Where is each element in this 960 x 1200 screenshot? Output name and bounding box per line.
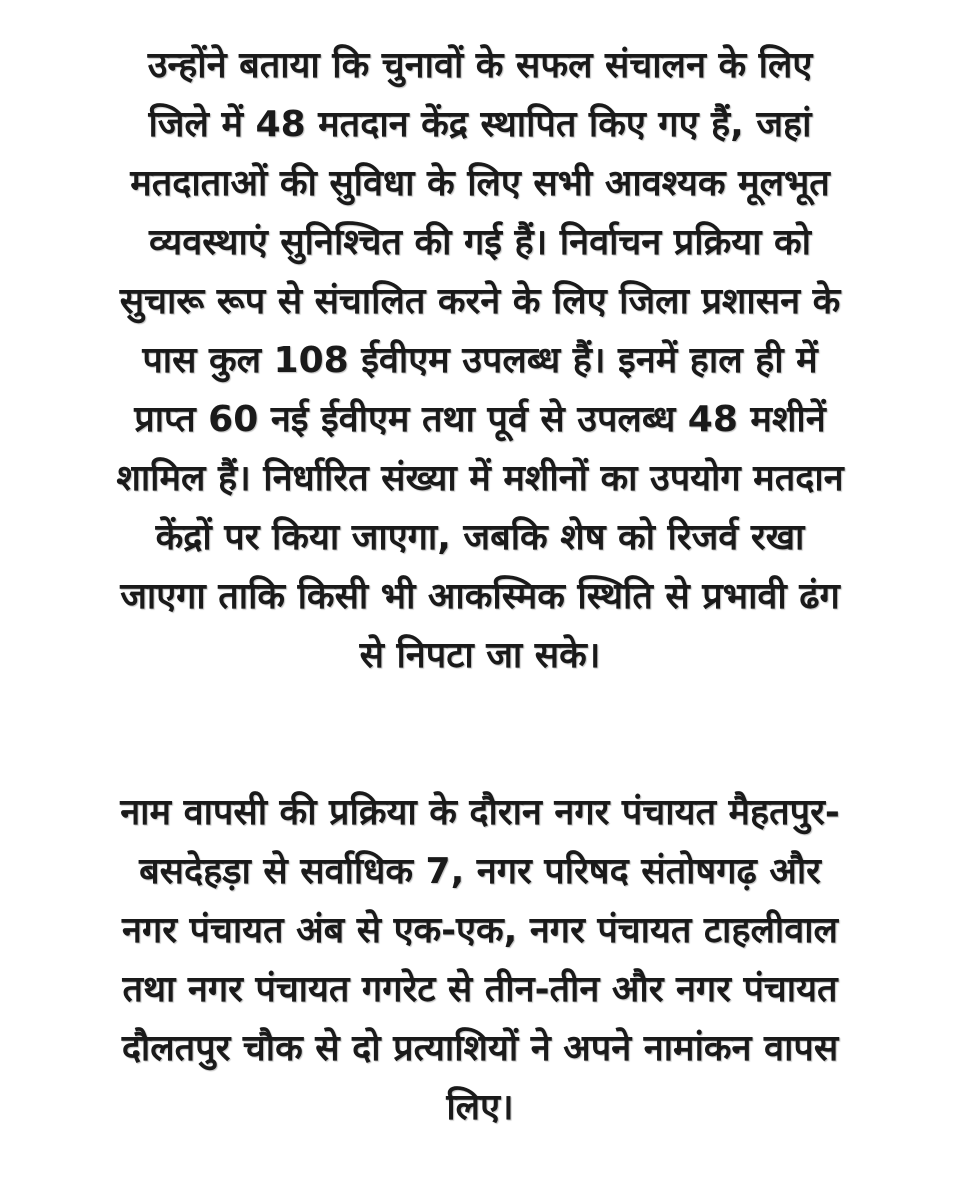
text-line: केंद्रों पर किया जाएगा, जबकि शेष को रिजर्व रखा bbox=[155, 517, 805, 558]
text-line: लिए। bbox=[446, 1087, 514, 1128]
text-line: शामिल हैं। निर्धारित संख्या में मशीनों का उपयोग मतदान bbox=[116, 458, 844, 499]
text-line: नाम वापसी की प्रक्रिया के दौरान नगर पंचायत मैहतपुर- bbox=[120, 792, 840, 833]
paragraph-nomination-withdrawals bbox=[30, 783, 930, 1137]
text-line: नगर पंचायत अंब से एक-एक, नगर पंचायत टाहलीवाल bbox=[122, 910, 838, 951]
text-line: जिले में 48 मतदान केंद्र स्थापित किए गए हैं, जहां bbox=[148, 104, 812, 145]
text-line: उन्होंने बताया कि चुनावों के सफल संचालन के लिए bbox=[147, 45, 813, 86]
text-line: प्राप्त 60 नई ईवीएम तथा पूर्व से उपलब्ध 48 मशीनें bbox=[134, 399, 826, 440]
text-line: मतदाताओं की सुविधा के लिए सभी आवश्यक मूलभूत bbox=[130, 163, 830, 204]
text-line: जाएगा ताकि किसी भी आकस्मिक स्थिति से प्रभावी ढंग bbox=[120, 576, 840, 617]
paragraph-evm-arrangements bbox=[30, 36, 930, 685]
text-line: सुचारू रूप से संचालित करने के लिए जिला प्रशासन के bbox=[119, 281, 841, 322]
text-line: दौलतपुर चौक से दो प्रत्याशियों ने अपने नामांकन वापस bbox=[121, 1028, 839, 1069]
text-line: तथा नगर पंचायत गगरेट से तीन-तीन और नगर पंचायत bbox=[122, 969, 838, 1010]
text-line: पास कुल 108 ईवीएम उपलब्ध हैं। इनमें हाल ही में bbox=[142, 340, 818, 381]
text-line: व्यवस्थाएं सुनिश्चित की गई हैं। निर्वाचन प्रक्रिया को bbox=[149, 222, 811, 263]
text-line: से निपटा जा सके। bbox=[359, 635, 601, 676]
text-line: बसदेहड़ा से सर्वाधिक 7, नगर परिषद संतोषगढ़ और bbox=[139, 851, 821, 892]
